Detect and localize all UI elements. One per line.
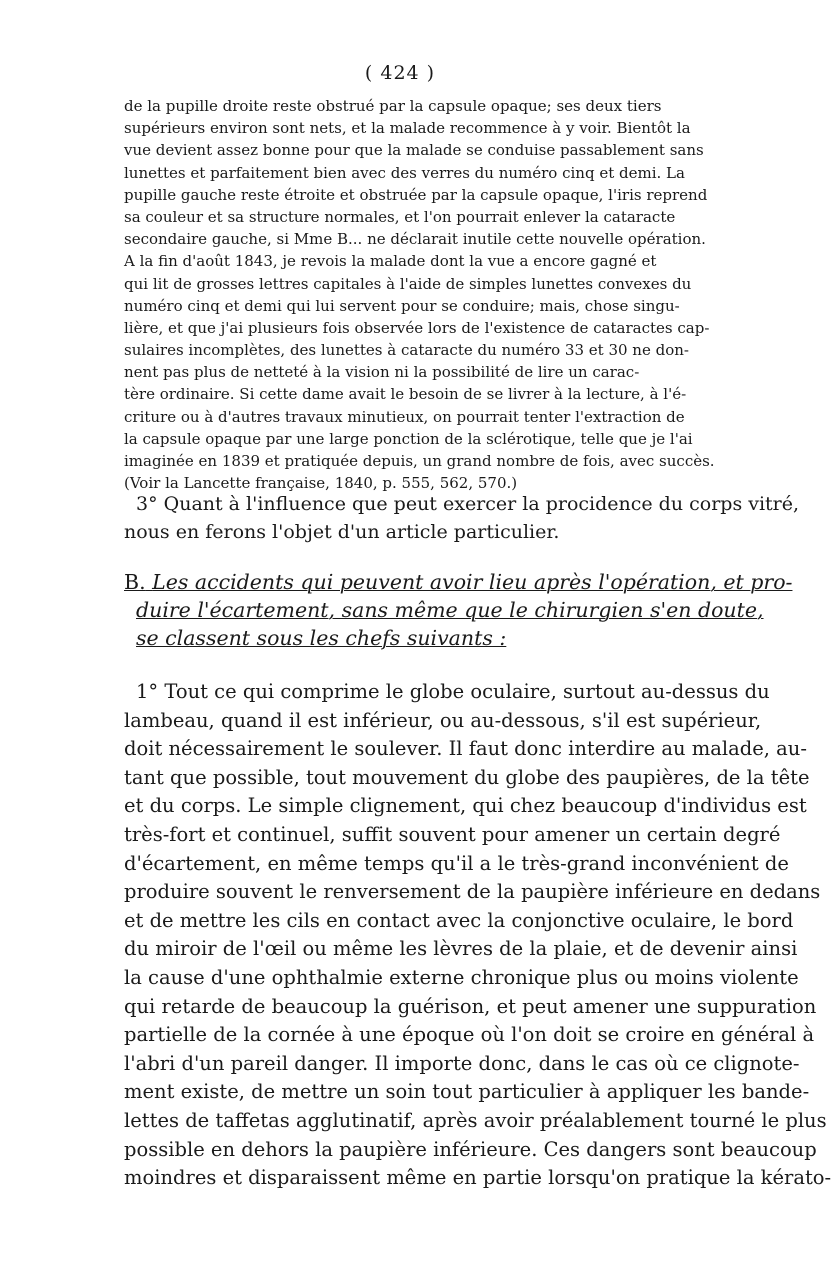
vitreous-paragraph [124, 490, 800, 546]
text-line: lière, et que j'ai plusieurs fois observée lors de l'existence de cataractes cap- [124, 318, 710, 337]
heading-line: duire l'écartement, sans même que le chirurgien s'en doute, [136, 598, 764, 622]
text-line: nent pas plus de netteté à la vision ni la possibilité de lire un carac- [124, 363, 640, 382]
heading-line: se classent sous les chefs suivants : [136, 626, 507, 650]
text-line: imaginée en 1839 et pratiquée depuis, un grand nombre de fois, avec succès. [124, 452, 715, 470]
text-line: lunettes et parfaitement bien avec des verres du numéro cinq et demi. La [124, 163, 685, 182]
text-line: A la fin d'août 1843, je revois la malade dont la vue a encore gagné et [124, 252, 657, 271]
text-line: moindres et disparaissent même en partie lorsqu'on pratique la kérato- [124, 1166, 831, 1190]
section-heading [124, 568, 793, 652]
text-line: supérieurs environ sont nets, et la malade recommence à y voir. Bientôt la [124, 119, 691, 138]
text-line: sulaires incomplètes, des lunettes à cataracte du numéro 33 et 30 ne don- [124, 341, 689, 360]
text-line: la capsule opaque par une large ponction de la sclérotique, telle que je l'ai [124, 429, 693, 448]
section-label: B. [124, 570, 146, 594]
text-line: lambeau, quand il est inférieur, ou au-dessous, s'il est supérieur, [124, 708, 762, 732]
text-line: qui lit de grosses lettres capitales à l'aide de simples lunettes convexes du [124, 274, 692, 293]
text-line: qui retarde de beaucoup la guérison, et peut amener une suppuration [124, 994, 817, 1018]
text-line: doit nécessairement le soulever. Il faut donc interdire au malade, au- [124, 737, 807, 761]
text-line: (Voir la Lancette française, 1840, p. 555, 562, 570.) [124, 474, 518, 493]
text-line: pupille gauche reste étroite et obstruée par la capsule opaque, l'iris reprend [124, 185, 708, 204]
text-line: d'écartement, en même temps qu'il a le très-grand inconvénient de [124, 851, 789, 875]
body-paragraph [124, 678, 831, 1193]
text-line: ment existe, de mettre un soin tout particulier à appliquer les bande- [124, 1080, 810, 1104]
text-line: tant que possible, tout mouvement du globe des paupières, de la tête [124, 765, 810, 789]
text-line: possible en dehors la paupière inférieure. Ces dangers sont beaucoup [124, 1137, 817, 1161]
case-report-paragraph [124, 95, 715, 494]
text-line: sa couleur et sa structure normales, et l'on pourrait enlever la cataracte [124, 207, 676, 226]
text-line: lettes de taffetas agglutinatif, après avoir préalablement tourné le plus [124, 1108, 827, 1132]
text-line: de la pupille droite reste obstrué par la capsule opaque; ses deux tiers [124, 97, 662, 115]
text-line: tère ordinaire. Si cette dame avait le besoin de se livrer à la lecture, à l'é- [124, 385, 687, 404]
text-line: secondaire gauche, si Mme B... ne déclarait inutile cette nouvelle opération. [124, 230, 706, 249]
text-line: très-fort et continuel, suffit souvent pour amener un certain degré [124, 822, 781, 846]
text-line: et de mettre les cils en contact avec la conjonctive oculaire, le bord [124, 908, 794, 932]
heading-line: Les accidents qui peuvent avoir lieu après l'opération, et pro- [152, 570, 793, 594]
text-line: vue devient assez bonne pour que la malade se conduise passablement sans [124, 141, 704, 160]
text-line: partielle de la cornée à une époque où l'on doit se croire en général à [124, 1023, 815, 1047]
text-line: produire souvent le renversement de la paupière inférieure en dedans [124, 880, 821, 904]
text-line: 1° Tout ce qui comprime le globe oculaire, surtout au-dessus du [136, 680, 770, 703]
text-line: la cause d'une ophthalmie externe chronique plus ou moins violente [124, 965, 799, 989]
text-line: l'abri d'un pareil danger. Il importe donc, dans le cas où ce clignote- [124, 1051, 800, 1075]
page-number: ( 424 ) [364, 62, 436, 84]
text-line: du miroir de l'œil ou même les lèvres de la plaie, et de devenir ainsi [124, 937, 798, 961]
text-line: 3° Quant à l'influence que peut exercer la procidence du corps vitré, [136, 493, 800, 515]
text-line: et du corps. Le simple clignement, qui chez beaucoup d'individus est [124, 794, 807, 818]
text-line: numéro cinq et demi qui lui servent pour se conduire; mais, chose singu- [124, 296, 680, 315]
text-line: nous en ferons l'objet d'un article particulier. [124, 521, 560, 543]
text-line: criture ou à d'autres travaux minutieux, on pourrait tenter l'extraction de [124, 407, 685, 426]
